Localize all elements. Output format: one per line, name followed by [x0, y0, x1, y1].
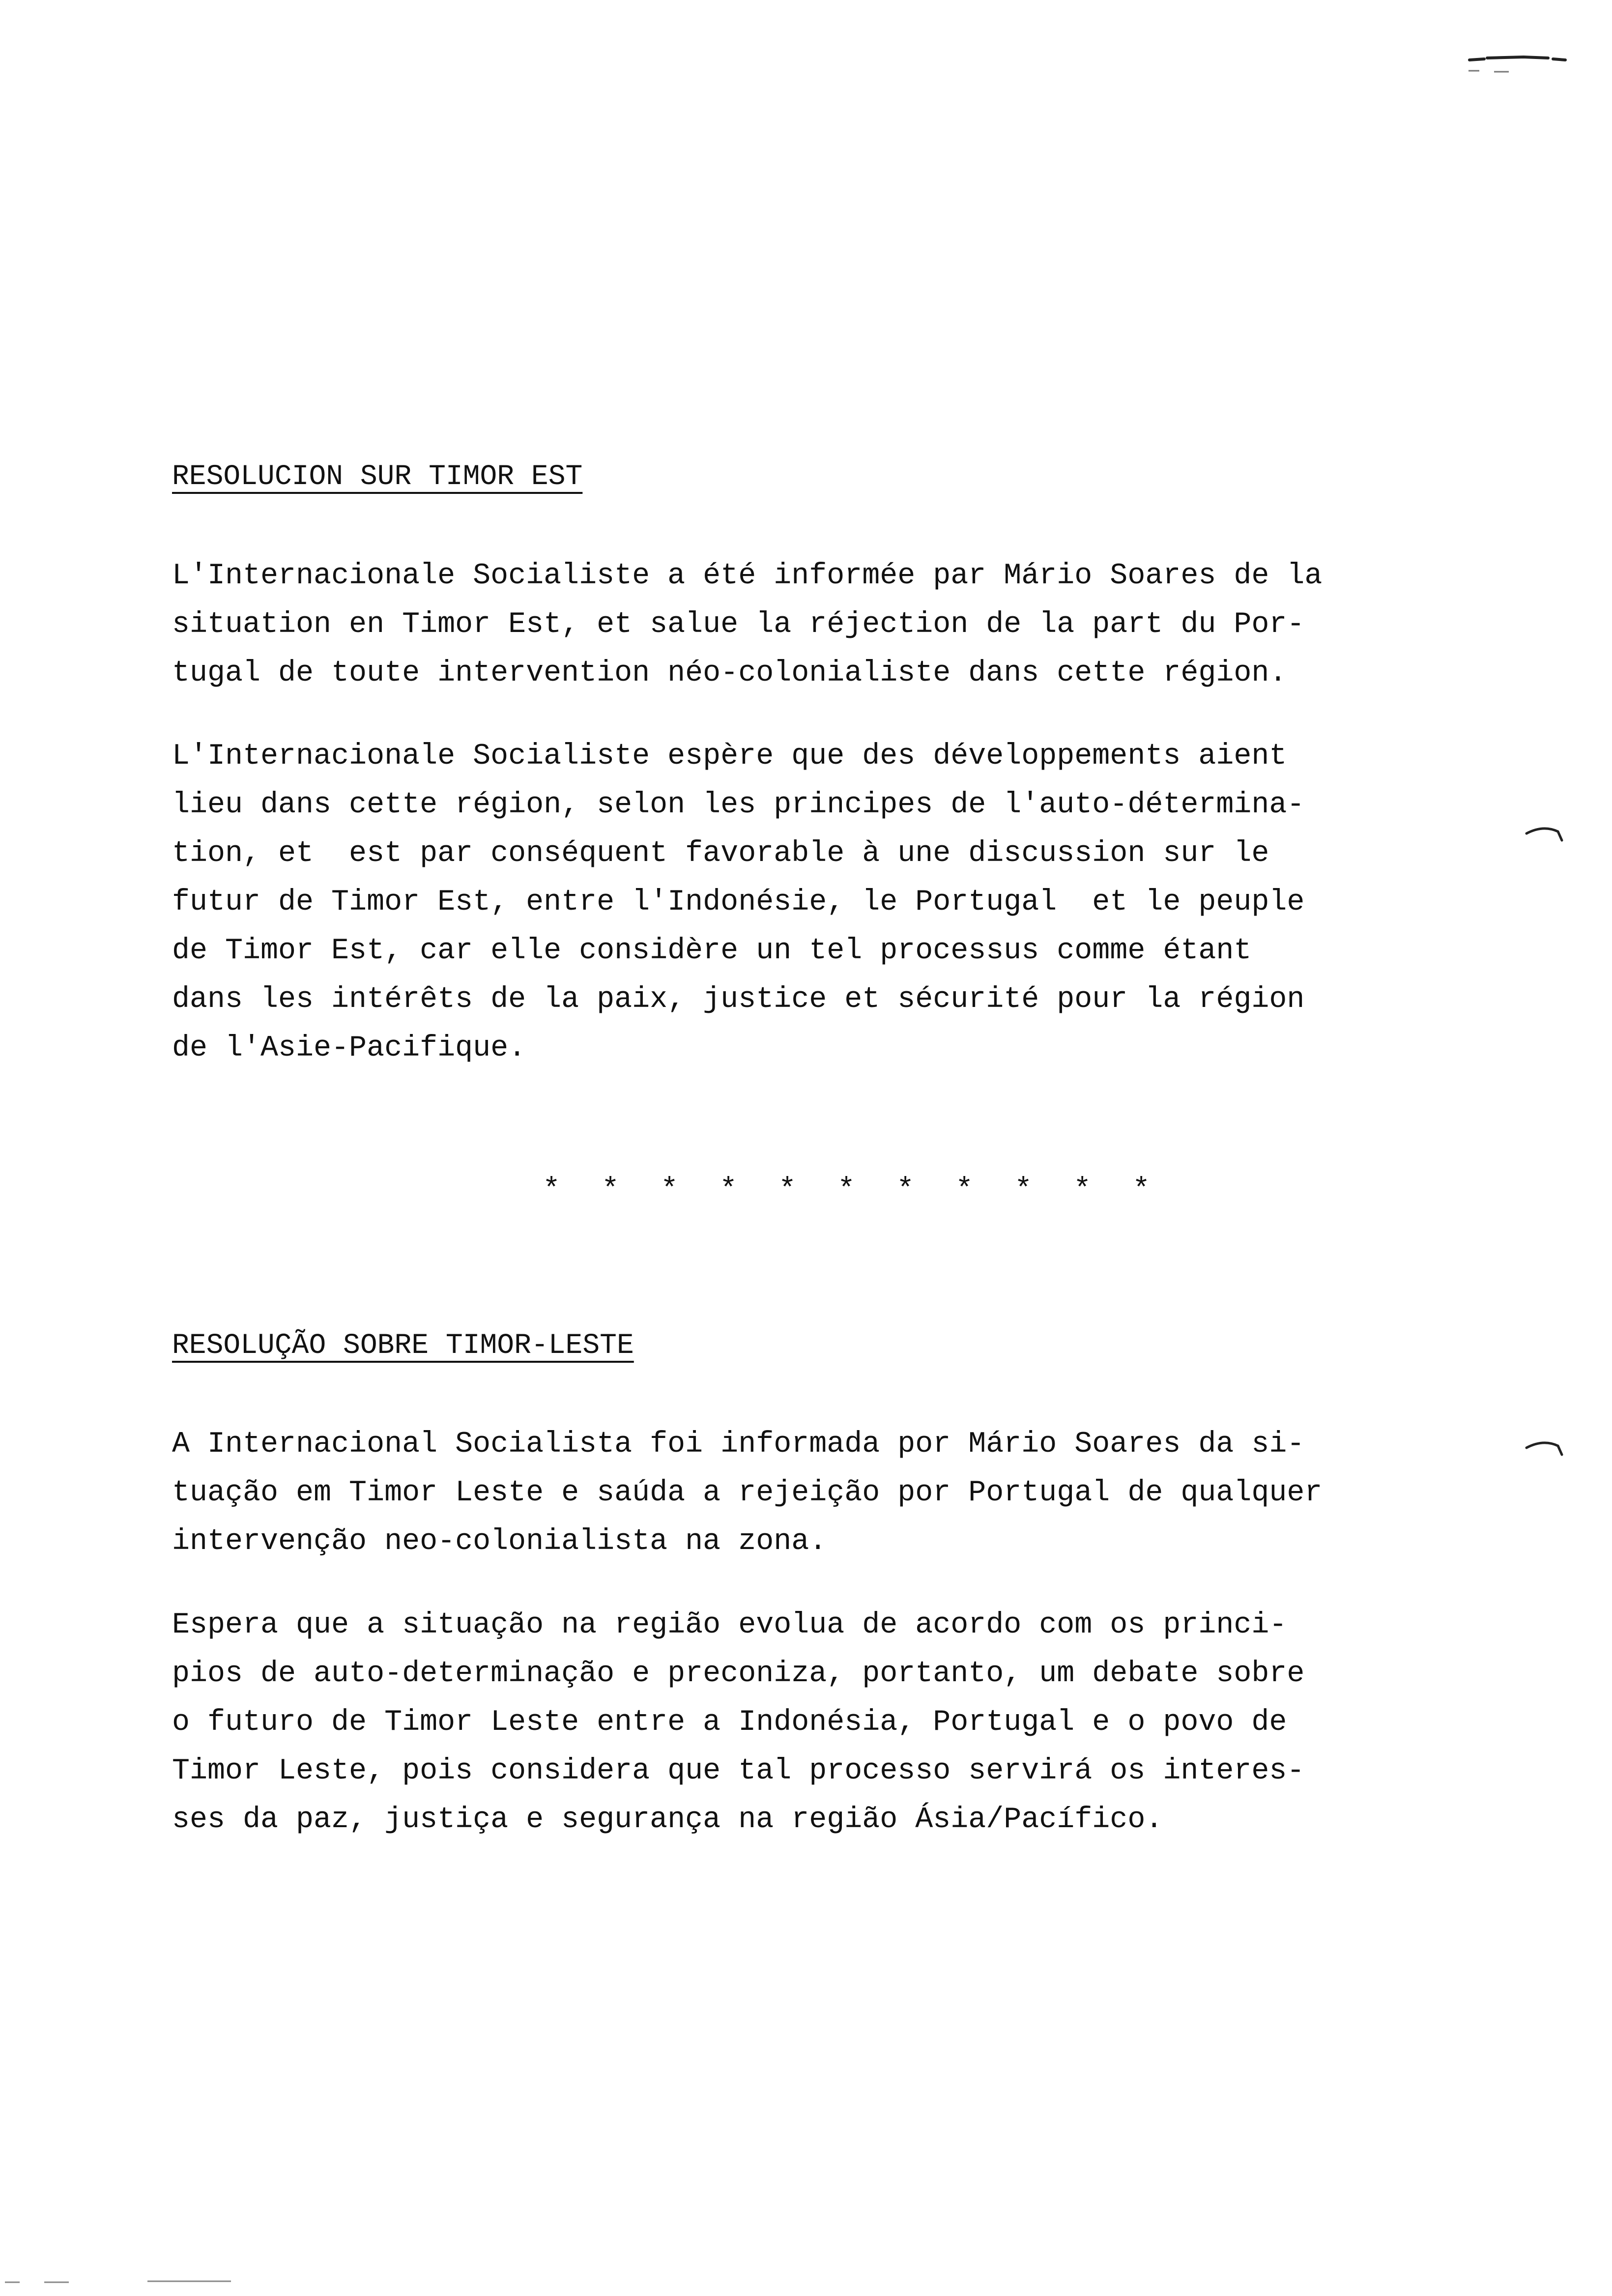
text-line: ses da paz, justiça e segurança na região Ásia/Pacífico.: [172, 1803, 1163, 1837]
text-line: tion, et est par conséquent favorable à une discussion sur le: [172, 837, 1269, 870]
portuguese-paragraph-2: [172, 1601, 1499, 1844]
text-line: intervenção neo-colonialista na zona.: [172, 1525, 827, 1558]
text-line: pios de auto-determinação e preconiza, portanto, um debate sobre: [172, 1657, 1305, 1691]
section-separator: * * * * * * * * * * *: [543, 1174, 1162, 1207]
text-line: o futuro de Timor Leste entre a Indonésia, Portugal e o povo de: [172, 1706, 1287, 1739]
text-line: Espera que a situação na região evolua de acordo com os princi-: [172, 1608, 1287, 1642]
text-line: situation en Timor Est, et salue la réjection de la part du Por-: [172, 608, 1305, 641]
text-line: lieu dans cette région, selon les principes de l'auto-détermina-: [172, 788, 1305, 822]
french-paragraph-1: [172, 552, 1499, 698]
text-line: dans les intérêts de la paix, justice et sécurité pour la région: [172, 983, 1305, 1016]
text-line: A Internacional Socialista foi informada por Mário Soares da si-: [172, 1428, 1305, 1461]
text-line: tugal de toute intervention néo-colonialiste dans cette région.: [172, 657, 1287, 690]
text-line: L'Internacionale Socialiste espère que des développements aient: [172, 740, 1287, 773]
portuguese-paragraph-1: [172, 1420, 1499, 1566]
text-line: de Timor Est, car elle considère un tel processus comme étant: [172, 934, 1252, 968]
text-line: tuação em Timor Leste e saúda a rejeição por Portugal de qualquer: [172, 1476, 1323, 1510]
text-line: Timor Leste, pois considera que tal processo servirá os interes-: [172, 1754, 1305, 1788]
text-line: L'Internacionale Socialiste a été informée par Mário Soares de la: [172, 559, 1323, 593]
text-line: de l'Asie-Pacifique.: [172, 1032, 526, 1065]
text-line: futur de Timor Est, entre l'Indonésie, le Portugal et le peuple: [172, 886, 1305, 919]
french-paragraph-2: [172, 732, 1499, 1073]
french-heading: RESOLUCION SUR TIMOR EST: [172, 461, 583, 493]
scan-mark-bottom: [0, 2275, 246, 2290]
margin-mark-2: [1524, 1435, 1568, 1469]
portuguese-heading: RESOLUÇÃO SOBRE TIMOR-LESTE: [172, 1330, 634, 1362]
margin-mark-1: [1524, 821, 1568, 855]
scan-mark-top-right: [1465, 49, 1573, 79]
